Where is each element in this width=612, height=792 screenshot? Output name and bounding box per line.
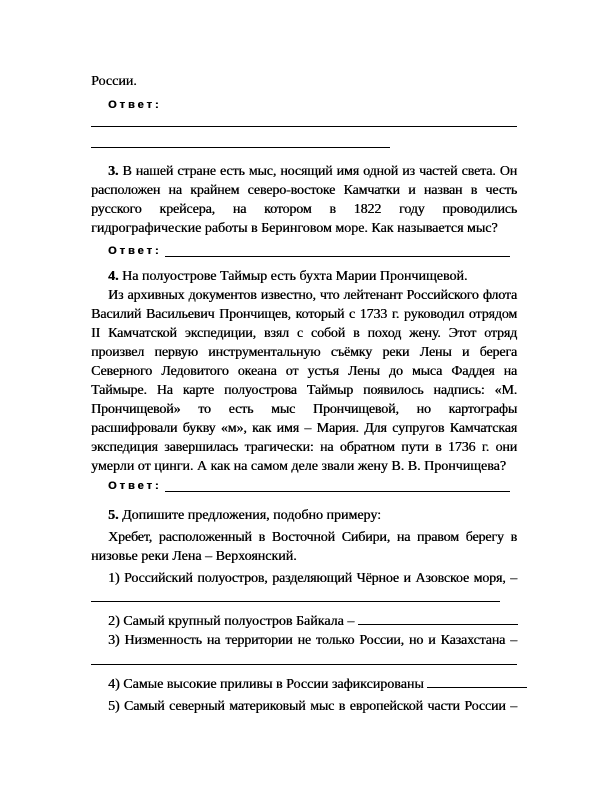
answer-line[interactable] xyxy=(165,491,510,492)
answer-line[interactable] xyxy=(91,601,500,602)
text-line xyxy=(108,163,517,181)
item-4 xyxy=(108,674,517,692)
text-line: произвел первую инструментальную съёмку реки Лены и берега xyxy=(91,345,517,360)
text-line: расположен на крайнем северо-востоке Камчатки и назван в честь xyxy=(91,183,517,198)
example-line: Хребет, расположенный в Восточной Сибири, на правом берегу в xyxy=(108,530,517,545)
text-line: Из архивных документов известно, что лейтенант Российского флота xyxy=(108,288,517,303)
question-number: 4. xyxy=(108,269,119,284)
example-line: низовье реки Лена – Верхоянский. xyxy=(91,549,297,564)
text-line: России. xyxy=(91,74,137,89)
item-3: 3) Низменность на территории не только России, но и Казахстана – xyxy=(108,633,517,648)
answer-blank[interactable] xyxy=(427,674,527,688)
answer-line[interactable] xyxy=(91,664,517,665)
item-5: 5) Самый северный материковый мыс в европейской части России – xyxy=(108,699,517,714)
text: 4) Самые высокие приливы в России зафиксированы xyxy=(108,677,424,692)
text-line: русского крейсера, на котором в 1822 году проводились xyxy=(91,202,517,217)
text: В нашей стране есть мыс, носящий имя одной из частей света. Он xyxy=(122,164,517,179)
item-2 xyxy=(108,611,517,629)
text-line: расшифровали букву «м», как имя – Мария. Для супругов Камчатская xyxy=(91,421,517,436)
question-title xyxy=(108,507,517,525)
text-line: Василий Васильевич Прончищев, который с 1733 г. руководил отрядом xyxy=(91,307,517,322)
text-line: II Камчатской экспедиции, взял с собой в поход жену. Этот отряд xyxy=(91,326,517,341)
text-line: Таймыре. На карте полуострова Таймыр появилось надпись: «М. xyxy=(91,383,517,398)
answer-line[interactable] xyxy=(91,126,517,127)
answer-blank[interactable] xyxy=(358,611,518,625)
text: На полуострове Таймыр есть бухта Марии Прончищевой. xyxy=(122,269,468,284)
answer-line[interactable] xyxy=(91,147,390,148)
answer-line[interactable] xyxy=(165,256,510,257)
question-number: 3. xyxy=(108,164,119,179)
question-number: 5. xyxy=(108,508,119,523)
text-line: Северного Ледовитого океана от устья Лены до мыса Фаддея на xyxy=(91,364,517,379)
text-line: экспедиция завершилась трагически: на обратном пути в 1736 г. они xyxy=(91,440,517,455)
text: 2) Самый крупный полуостров Байкала – xyxy=(108,614,355,629)
text: Допишите предложения, подобно примеру: xyxy=(122,508,381,523)
answer-label: Ответ: xyxy=(108,480,162,492)
text-line: умерли от цинги. А как на самом деле звали жену В. В. Прончищева? xyxy=(91,459,506,474)
text-line: Прончищевой» то есть мыс Прончищевой, но картографы xyxy=(91,402,517,417)
answer-label: Ответ: xyxy=(108,99,162,111)
item-1: 1) Российский полуостров, разделяющий Чёрное и Азовское моря, – xyxy=(108,571,517,586)
question-title xyxy=(108,268,517,286)
text-line: гидрографические работы в Беринговом море. Как называется мыс? xyxy=(91,221,498,236)
answer-label: Ответ: xyxy=(108,245,162,257)
